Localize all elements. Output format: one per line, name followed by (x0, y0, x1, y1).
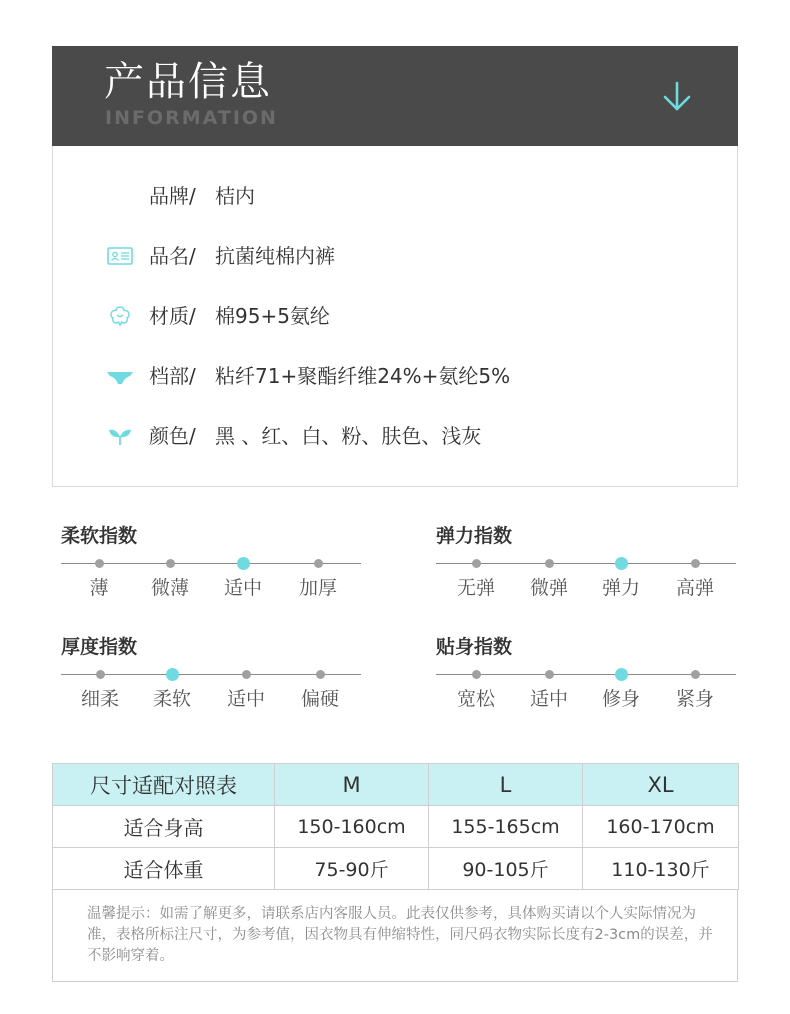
info-label: 品名/ (149, 244, 196, 268)
info-label: 品牌/ (149, 184, 196, 208)
info-row-name (53, 241, 737, 271)
info-label: 档部/ (149, 364, 196, 388)
index-option: 适中 (223, 577, 262, 599)
index-option: 适中 (226, 688, 265, 710)
crotch-icon (105, 363, 135, 389)
index-dot-selected (615, 668, 628, 681)
index-option: 紧身 (675, 688, 714, 710)
index-dot (96, 670, 105, 679)
table-cell: 75-90斤 (275, 848, 429, 890)
info-row-crotch (53, 361, 737, 391)
index-option: 柔软 (152, 688, 191, 710)
table-cell: 90-105斤 (429, 848, 583, 890)
product-info-box (52, 146, 738, 487)
index-option: 弹力 (601, 577, 640, 599)
cotton-icon (105, 303, 135, 329)
index-option: 细柔 (80, 688, 119, 710)
row-label: 适合体重 (53, 848, 275, 890)
index-dot (316, 670, 325, 679)
info-label: 颜色/ (149, 424, 196, 448)
index-dot (166, 559, 175, 568)
table-cell: 160-170cm (583, 806, 739, 848)
index-fit (436, 634, 736, 724)
info-row-brand (53, 181, 737, 211)
index-softness (61, 523, 361, 613)
size-chart-table (52, 763, 739, 890)
index-dot (472, 670, 481, 679)
info-label: 材质/ (149, 304, 196, 328)
index-dot (691, 670, 700, 679)
sprout-icon (105, 423, 135, 449)
index-dot (95, 559, 104, 568)
index-option: 微薄 (150, 577, 189, 599)
index-dot (691, 559, 700, 568)
index-dot (545, 559, 554, 568)
size-note-box (52, 889, 738, 982)
size-header-xl: XL (583, 764, 739, 806)
info-row-color (53, 421, 737, 451)
index-dot (242, 670, 251, 679)
arrow-down-icon (660, 80, 694, 114)
index-title: 弹力指数 (436, 525, 513, 547)
index-dot (545, 670, 554, 679)
index-option: 微弹 (529, 577, 568, 599)
index-dot (314, 559, 323, 568)
table-cell: 155-165cm (429, 806, 583, 848)
index-option: 宽松 (456, 688, 495, 710)
info-value: 黑 、红、白、粉、肤色、浅灰 (215, 424, 482, 448)
index-dot-selected (237, 557, 250, 570)
size-note-text: 温馨提示：如需了解更多，请联系店内客服人员。此表仅供参考，具体购买请以个人实际情况为准，表格所标注尺寸，为参考值，因衣物具有伸缩特性，同尺码衣物实际长度有2-3cm的误差，并不影响穿着。 (87, 906, 713, 964)
index-title: 柔软指数 (61, 525, 138, 547)
index-option: 适中 (529, 688, 568, 710)
index-option: 加厚 (298, 577, 337, 599)
section-subtitle: INFORMATION (105, 107, 278, 129)
id-card-icon (105, 243, 135, 269)
size-table-header-row (53, 764, 739, 806)
info-value: 桔内 (215, 184, 255, 208)
info-row-material (53, 301, 737, 331)
index-option: 高弹 (675, 577, 714, 599)
index-title: 贴身指数 (436, 636, 513, 658)
index-dot (472, 559, 481, 568)
row-label: 适合身高 (53, 806, 275, 848)
index-dot-selected (615, 557, 628, 570)
info-header-banner (52, 46, 738, 146)
index-title: 厚度指数 (61, 636, 138, 658)
table-row (53, 806, 739, 848)
size-table-title: 尺寸适配对照表 (53, 764, 275, 806)
section-title: 产品信息 (104, 59, 272, 105)
index-option: 偏硬 (300, 688, 339, 710)
index-option: 无弹 (456, 577, 495, 599)
info-value: 粘纤71+聚酯纤维24%+氨纶5% (215, 364, 511, 388)
info-value: 抗菌纯棉内裤 (215, 244, 335, 268)
table-cell: 150-160cm (275, 806, 429, 848)
index-option: 修身 (601, 688, 640, 710)
index-thickness (61, 634, 361, 724)
index-option: 薄 (89, 577, 109, 599)
table-row (53, 848, 739, 890)
index-dot-selected (166, 668, 179, 681)
info-value: 棉95+5氨纶 (215, 304, 330, 328)
table-cell: 110-130斤 (583, 848, 739, 890)
index-elasticity (436, 523, 736, 613)
size-header-l: L (429, 764, 583, 806)
size-header-m: M (275, 764, 429, 806)
